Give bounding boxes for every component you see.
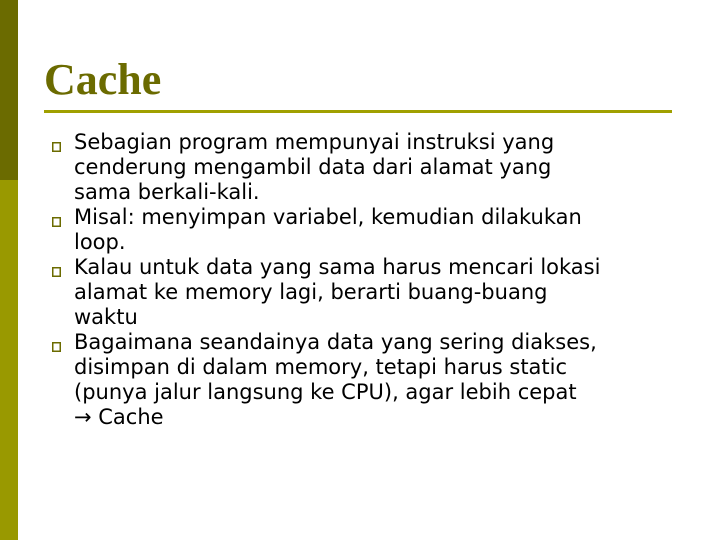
square-bullet-icon [52,217,61,227]
bullet-item [52,330,672,430]
bullet-item [52,205,672,255]
square-bullet-icon [52,342,61,352]
bullet-line: sama berkali-kali. [74,180,260,204]
square-bullet-icon [52,267,61,277]
bullet-line: Sebagian program mempunyai instruksi yang [74,130,555,154]
square-bullet-icon [52,142,61,152]
bullet-line: disimpan di dalam memory, tetapi harus static [74,355,568,379]
bullet-line: Kalau untuk data yang sama harus mencari lokasi [74,255,601,279]
bullet-list [52,130,672,430]
bullet-line: (punya jalur langsung ke CPU), agar lebih cepat [74,380,577,404]
bullet-item [52,130,672,205]
bullet-line: → Cache [74,405,164,429]
slide-title: Cache [44,55,162,104]
bullet-line: loop. [74,230,126,254]
bullet-line: cenderung mengambil data dari alamat yang [74,155,552,179]
side-bar-dark-segment [0,0,18,180]
bullet-item [52,255,672,330]
side-bar-light-segment [0,180,18,540]
title-underline [44,110,672,113]
bullet-line: alamat ke memory lagi, berarti buang-buang [74,280,548,304]
bullet-line: Misal: menyimpan variabel, kemudian dilakukan [74,205,582,229]
bullet-line: waktu [74,305,138,329]
decorative-side-bar [0,0,18,540]
bullet-line: Bagaimana seandainya data yang sering diakses, [74,330,597,354]
